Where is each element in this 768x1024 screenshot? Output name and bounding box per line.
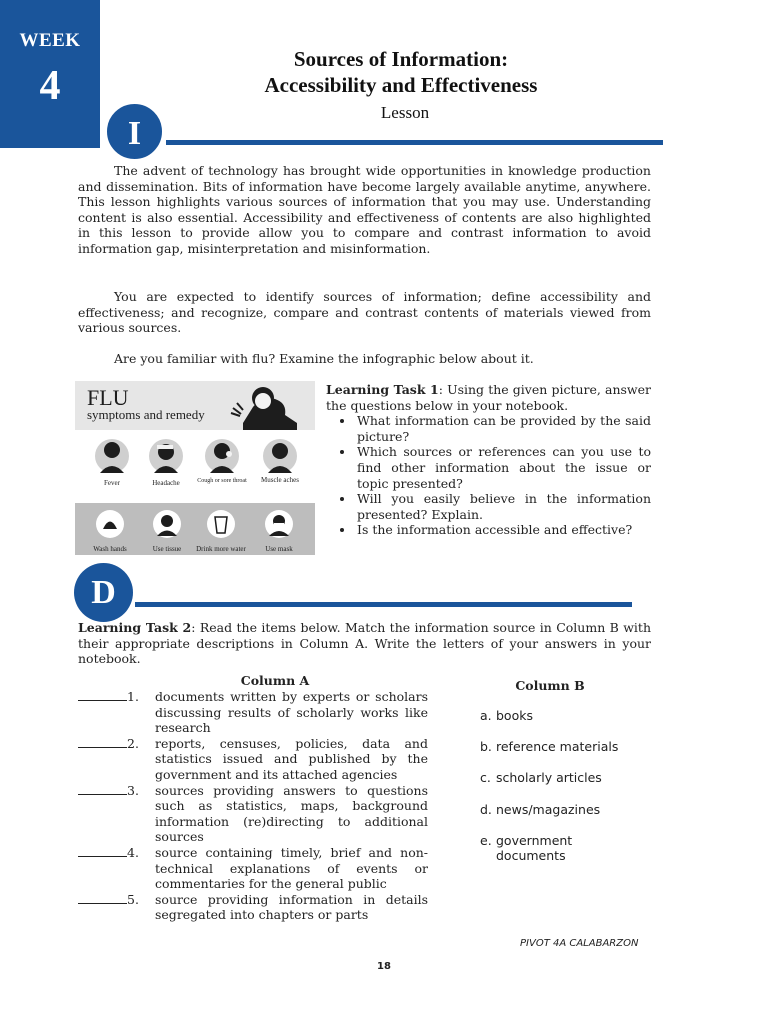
task1-question: • Will you easily believe in the information presented? Explain. [355, 491, 651, 522]
item-number: 4. [127, 844, 139, 860]
list-item [480, 739, 660, 755]
page-number: 18 [377, 961, 391, 972]
section-d-badge: D [74, 563, 133, 622]
symptom-label-fever: Fever [104, 479, 120, 487]
symptom-label-headache: Headache [152, 479, 180, 487]
task1-question-list [326, 413, 651, 538]
item-number: 3. [127, 782, 139, 798]
task1-question: • Is the information accessible and effective? [355, 522, 651, 538]
symptom-label-cough: Cough or sore throat [197, 478, 247, 484]
column-a-heading: Column A [240, 673, 310, 688]
option-letter: a. [480, 708, 492, 723]
option-letter: c. [480, 770, 491, 786]
option-text: news/magazines [496, 801, 601, 817]
list-item [78, 783, 428, 845]
intro-paragraph-2: You are expected to identify sources of information; define accessibility and effectiveness; and recognize, compare and contrast contents of materials viewed from various sources. [78, 289, 651, 336]
list-item [480, 708, 660, 724]
option-letter: d. [480, 801, 492, 817]
muscle-aches-icon [263, 439, 297, 473]
wash-hands-icon [96, 510, 124, 538]
answer-blank [78, 689, 127, 701]
option-letter: b. [480, 739, 492, 755]
list-item [480, 833, 660, 864]
intro-paragraph-1: The advent of technology has brought wide opportunities in knowledge production and dissemination. Bits of information have become largely available anytime, anywhere. This lesson highlights various sources of information that you may use. Understanding content is also essential. Accessibility and effectiveness of contents are also highlighted in this lesson to provide allow you to compare and contrast information to avoid information gap, misinterpretation and misinformation. [78, 163, 651, 256]
cough-icon [205, 439, 239, 473]
learning-task-2 [78, 620, 651, 667]
column-b-heading: Column B [515, 678, 585, 693]
task1-label: Learning Task 1 [326, 382, 439, 397]
item-description: source providing information in details segregated into chapters or parts [155, 891, 428, 923]
remedy-label-tissue: Use tissue [152, 545, 182, 553]
page-subtitle: Lesson [380, 103, 430, 122]
page-title [170, 46, 632, 98]
task1-intro: : Using the given picture, answer the questions below in your notebook. [326, 382, 651, 413]
list-item [480, 802, 660, 818]
column-a-list [78, 689, 428, 923]
answer-blank [78, 736, 127, 748]
item-number: 2. [127, 735, 139, 751]
headache-icon [149, 439, 183, 473]
option-text: government [496, 832, 573, 848]
infographic-title: FLU [87, 385, 129, 410]
option-text-continued: documents [496, 848, 566, 864]
drink-water-icon [207, 510, 235, 538]
item-description: source containing timely, brief and non-technical explanations of events or commentaries for the general public [155, 844, 428, 892]
footer-credit: PIVOT 4A CALABARZON [520, 938, 639, 949]
use-mask-icon [265, 510, 293, 538]
section-d-rule [135, 602, 632, 607]
week-label: WEEK [19, 30, 81, 51]
week-badge [0, 0, 100, 148]
item-number: 1. [127, 689, 139, 704]
intro-paragraph-3: Are you familiar with flu? Examine the infographic below about it. [114, 351, 534, 366]
infographic-subtitle: symptoms and remedy [87, 407, 205, 422]
section-i-badge: I [105, 102, 164, 161]
week-number: 4 [39, 63, 61, 109]
answer-blank [78, 783, 127, 795]
option-text: books [496, 708, 533, 723]
item-description: reports, censuses, policies, data and statistics issued and published by the government and its attached agencies [155, 735, 428, 782]
option-text: scholarly articles [496, 770, 602, 786]
option-text: reference materials [496, 739, 619, 755]
item-description: sources providing answers to questions such as statistics, maps, background information (re)directing to additional sources [155, 782, 428, 845]
remedy-label-wash: Wash hands [93, 545, 127, 553]
title-line-2: Accessibility and Effectiveness [264, 73, 538, 97]
learning-task-1 [326, 382, 651, 538]
list-item [480, 770, 660, 786]
answer-blank [78, 845, 127, 857]
column-b-list [480, 708, 660, 880]
task1-question: • Which sources or references can you use to find other information about the issue or topic presented? [355, 444, 651, 491]
list-item [78, 736, 428, 783]
answer-blank [78, 892, 127, 904]
task2-intro: : Read the items below. Match the information source in Column B with their appropriate descriptions in Column A. Write the letters of your answers in your notebook. [78, 620, 651, 667]
list-item [78, 689, 428, 736]
symptom-label-muscle: Muscle aches [261, 476, 299, 484]
remedy-label-water: Drink more water [196, 545, 246, 553]
task1-question: • What information can be provided by the said picture? [355, 413, 651, 444]
title-line-1: Sources of Information: [293, 47, 509, 71]
list-item [78, 892, 428, 923]
item-description: documents written by experts or scholars discussing results of scholarly works like research [155, 689, 428, 736]
list-item [78, 845, 428, 892]
use-tissue-icon [153, 510, 181, 538]
section-i-rule [166, 140, 663, 145]
fever-icon [95, 439, 129, 473]
flu-infographic [75, 381, 315, 555]
option-letter: e. [480, 832, 492, 848]
remedy-label-mask: Use mask [265, 545, 293, 553]
task2-label: Learning Task 2 [78, 620, 192, 635]
item-number: 5. [127, 891, 139, 907]
